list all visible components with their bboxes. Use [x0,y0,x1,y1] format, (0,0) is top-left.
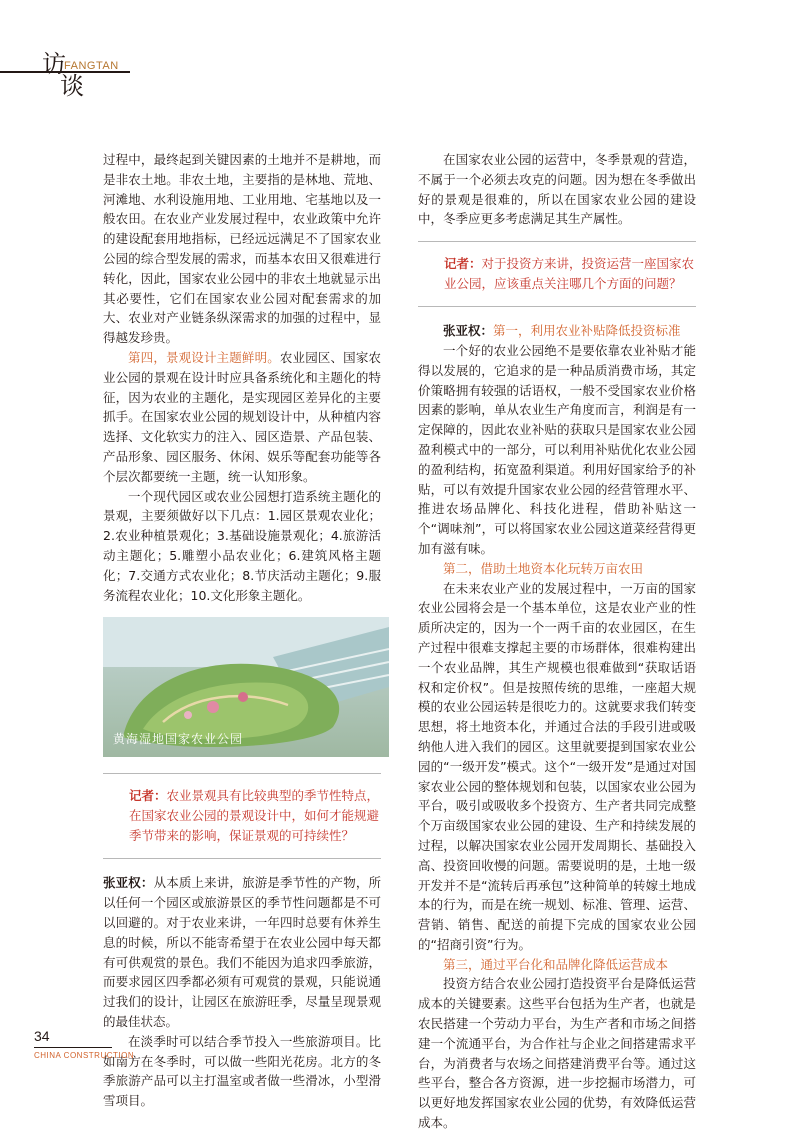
section-heading-paragraph [418,321,696,341]
paragraph: 一个现代园区或农业公园想打造系统主题化的景观，主要须做好以下几点：1.园区景观农业化；2.农业种植景观化；3.基础设施景观化；4.旅游活动主题化；5.雕塑小品农业化；6.建筑风格主题化；7.交通方式农业化；8.节庆活动主题化；9.服务流程农业化；10.文化形象主题化。 [103,488,381,603]
section-heading: 第三，通过平台化和品牌化降低运营成本 [443,956,669,972]
reporter-label: 记者： [129,788,167,804]
answer-text: 从本质上来讲，旅游是季节性的产物，所以任何一个园区或旅游景区的季节性问题都是不可以回避的。对于农业来讲，一年四时总要有休养生息的时候，所以不能寄希望于在农业公园中每天都有可供观赏的景色。我们不能因为追求四季旅游，而要求园区四季都必须有可观赏的景观，只能说通过我们的设计，让园区在旅游旺季，尽量呈现景观的最佳状态。 [103,875,381,1029]
reporter-label: 记者： [444,256,482,272]
reporter-question-text: 农业景观具有比较典型的季节性特点，在国家农业公园的景观设计中，如何才能规避季节带来的影响，保证景观的可持续性？ [129,788,380,844]
paragraph: 在未来农业产业的发展过程中，一万亩的国家农业公园将会是一个基本单位，这是农业产业的性质所决定的，因为一个一两千亩的农业园区，在生产过程中很难支撑起主要的市场群体，很难构建出一个农业品牌，其生产规模也很难做到“获取话语权和定价权”。但是按照传统的思维，一座超大规模的农业公园运转是很吃力的。这就要求我们转变思想，将土地资本化，并通过合法的手段引进或吸纳他人进入我们的园区。这里就要提到国家农业公园的“一级开发”模式。这个“一级开发”是通过对国家农业公园的整体规划和包装，以国家农业公园为平台，吸引或吸收多个投资方、生产者共同完成整个万亩级国家农业公园的建设、生产和持续发展的过程，以解决国家农业公园开发周期长、基础投入高、投资回收慢的问题。需要说明的是，土地一级开发并不是“流转后再承包”这种简单的转嫁土地成本的行为，而是在统一规划、标准、管理、运营、营销、销售、配送的前提下完成的国家农业公园的“招商引资”行为。 [418,580,696,952]
right-column [418,150,696,1133]
paragraph-body: 农业园区、国家农业公园的景观在设计时应具备系统化和主题化的特征，因为农业的主题化，是实现园区差异化的主要抓手。在国家农业公园的规划设计中，从种植内容选择、文化软实力的注入、园区造景、产品包装、产品形象、园区服务、休闲、娱乐等配套功能等各个层次都要统一主题，统一认知形象。 [103,349,381,484]
paragraph: 一个好的农业公园绝不是要依靠农业补贴才能得以发展的，它追求的是一种品质消费市场，其定价策略拥有较强的话语权，一般不受国家农业价格因素的影响，单从农业生产角度而言，利润是有一定保障的，因此农业补贴的获取只是国家农业公园盈利模式中的一部分，可以利用补贴优化农业公园的盈利结构，拓宽盈利渠道。利用好国家给予的补贴，可以有效提升国家农业公园的经营管理水平、推进农场品牌化、科技化进程，借助补贴这一个“调味剂”，可以将国家农业公园这道菜经营得更加有滋有味。 [418,342,696,556]
section-heading: 第二，借助土地资本化玩转万亩农田 [443,560,644,576]
left-column [103,150,381,1111]
section-heading: 第四，景观设计主题鲜明。 [128,349,280,365]
answer-paragraph [103,873,381,1031]
park-aerial-photo [103,617,389,757]
header-char-fang: 访 [42,50,66,78]
header-char-tan: 谈 [60,72,84,100]
speaker-label: 张亚权： [443,323,494,339]
reporter-question-text: 对于投资方来讲，投资运营一座国家农业公园，应该重点关注哪几个方面的问题？ [444,256,695,292]
section-heading: 第一，利用农业补贴降低投资标准 [493,323,681,339]
reporter-question [103,773,381,859]
magazine-name: CHINA CONSTRUCTION [34,1051,135,1060]
paragraph [103,348,381,487]
header-pinyin: FANGTAN [64,60,119,72]
paragraph: 在国家农业公园的运营中，冬季景观的营造，不属于一个必须去攻克的问题。因为想在冬季做出好的景观是很难的，所以在国家农业公园的建设中，冬季应更多考虑满足其生产属性。 [418,152,696,227]
speaker-label: 张亚权： [103,875,154,891]
paragraph: 在淡季时可以结合季节投入一些旅游项目。比如南方在冬季时，可以做一些阳光花房。北方的冬季旅游产品可以主打温室或者做一些滑冰，小型滑雪项目。 [103,1033,381,1109]
paragraph: 过程中，最终起到关键因素的土地并不是耕地，而是非农土地。非农土地，主要指的是林地、荒地、河滩地、水利设施用地、工业用地、宅基地以及一般农田。在农业产业发展过程中，农业政策中允许的建设配套用地指标，已经远远满足不了国家农业公园的综合型发展的需求，而基本农田又很难进行转化，因此，国家农业公园中的非农土地就显示出其必要性，它们在国家农业公园对配套需求的加大、农业对产业链条纵深需求的加强的过程中，显得越发珍贵。 [103,152,381,346]
flower-field [207,701,219,713]
flower-field [184,711,192,719]
footer-rule [34,1047,112,1048]
flower-field [238,692,248,702]
paragraph: 投资方结合农业公园打造投资平台是降低运营成本的关键要素。这些平台包括为生产者，也就是农民搭建一个劳动力平台，为生产者和市场之间搭建一个流通平台，为合作社与企业之间搭建需求平台，为消费者与农场之间搭建消费平台等。通过这些平台，整合各方资源，进一步挖掘市场潜力，可以更好地发挥国家农业公园的优势，有效降低运营成本。 [418,976,696,1131]
page-number: 34 [34,1028,50,1044]
section-header [0,40,800,100]
reporter-question [418,241,696,307]
photo-caption: 黄海湿地国家农业公园 [113,731,244,746]
